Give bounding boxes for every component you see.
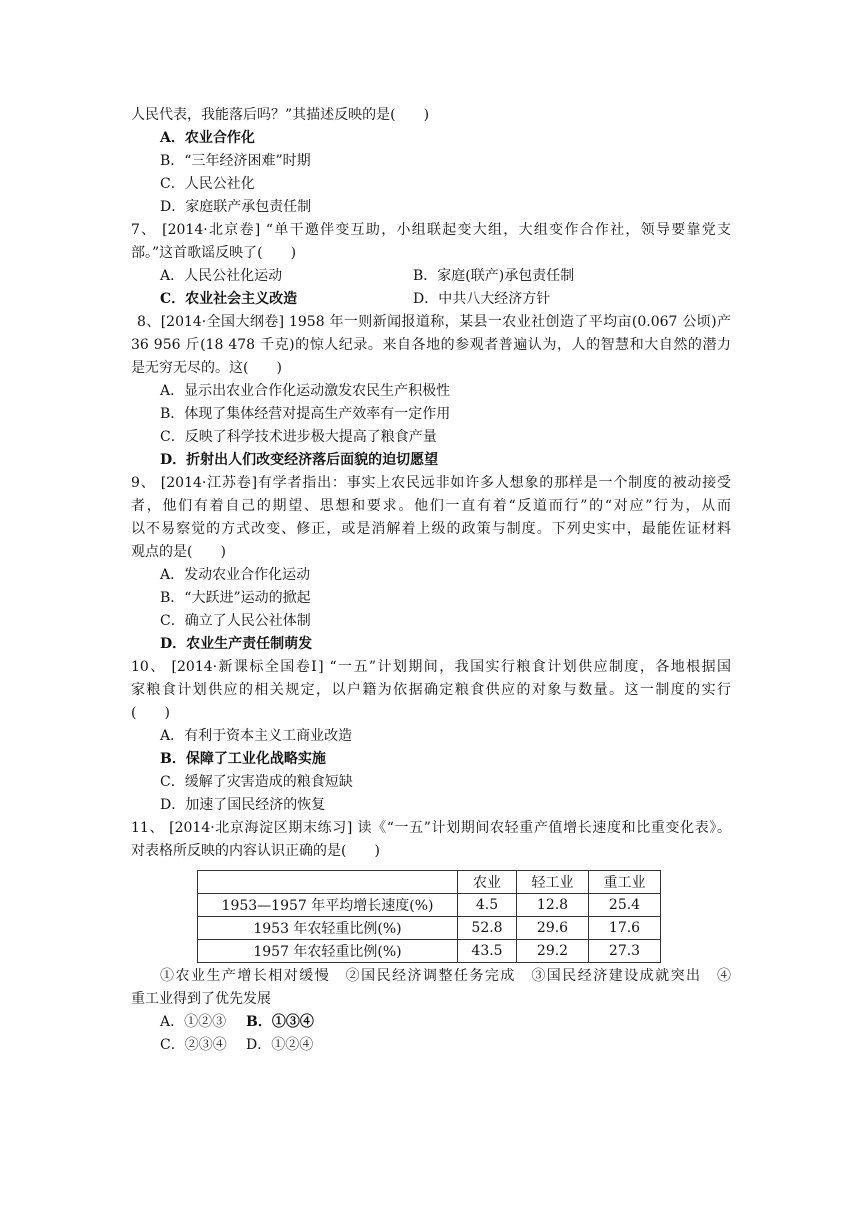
table-row [198,917,661,940]
q9-stem-line-3: 以不易察觉的方式改变、修正，或是消解着上级的政策与制度。下列史实中，最能佐证材料 [131,521,731,537]
q8-stem-line-3: 是无穷无尽的。这( ) [131,360,282,376]
q8-stem-line-1: 8、[2014·全国大纲卷] 1958 年一则新闻报道称，某县一农业社创造了平均亩(0.067 公顷)产 [137,314,731,330]
q9-option-b: B．“大跃进”运动的掀起 [160,590,311,606]
q6-option-c: C．人民公社化 [160,176,255,192]
q7-option-b: B．家庭(联产)承包责任制 [413,268,575,284]
table-header-cell [198,871,458,894]
q7-option-d: D．中共八大经济方针 [413,291,551,307]
q8-option-b: B．体现了集体经营对提高生产效率有一定作用 [160,406,451,422]
q11-data-table [197,870,661,963]
q11-option-c: C．②③④ [160,1037,227,1053]
q6-stem: 人民代表，我能落后吗？”其描述反映的是( ) [131,107,430,123]
q11-option-a: A．①②③ [160,1014,227,1030]
q9-option-a: A．发动农业合作化运动 [160,567,311,583]
q7-stem-line-2: 部。”这首歌谣反映了( ) [131,245,297,261]
q11-statements-line-2: 重工业得到了优先发展 [131,991,271,1007]
q7-stem-line-1: 7、 [2014·北京卷] “单干邀伴变互助，小组联起变大组，大组变作合作社，领导要靠党支 [131,222,731,238]
table-header-row [198,871,661,894]
table-cell: 43.5 [458,940,517,963]
table-header-cell: 轻工业 [517,871,589,894]
table-row [198,940,661,963]
table-row-label: 1953—1957 年平均增长速度(%) [198,894,458,917]
table-header-cell: 重工业 [589,871,661,894]
table-row-label: 1957 年农轻重比例(%) [198,940,458,963]
table-cell: 27.3 [589,940,661,963]
q10-option-b: B．保障了工业化战略实施 [160,751,326,767]
q8-option-d: D．折射出人们改变经济落后面貌的迫切愿望 [160,452,439,468]
q7-option-a: A．人民公社化运动 [160,268,283,284]
q10-stem-line-1: 10、 [2014·新课标全国卷Ⅰ] “一五”计划期间，我国实行粮食计划供应制度，各地根据国 [131,659,731,675]
q10-option-a: A．有利于资本主义工商业改造 [160,728,353,744]
q9-option-c: C．确立了人民公社体制 [160,613,311,629]
table-cell: 29.6 [517,917,589,940]
q9-stem-line-1: 9、 [2014·江苏卷]有学者指出：事实上农民远非如许多人想象的那样是一个制度的被动接受 [131,475,731,491]
q10-stem-line-3: ( ) [131,705,170,721]
table-cell: 52.8 [458,917,517,940]
q10-option-c: C．缓解了灾害造成的粮食短缺 [160,774,353,790]
q6-option-b: B．“三年经济困难”时期 [160,153,311,169]
table-cell: 29.2 [517,940,589,963]
q10-stem-line-2: 家粮食计划供应的相关规定，以户籍为依据确定粮食供应的对象与数量。这一制度的实行 [131,682,731,698]
table-header-cell: 农业 [458,871,517,894]
q11-statements-line-1: ①农业生产增长相对缓慢 ②国民经济调整任务完成 ③国民经济建设成就突出 ④ [160,968,731,984]
q7-option-c: C．农业社会主义改造 [160,291,298,307]
q10-option-d: D．加速了国民经济的恢复 [160,797,326,813]
q11-option-d: D．①②④ [246,1037,314,1053]
q8-option-c: C．反映了科学技术进步极大提高了粮食产量 [160,429,437,445]
q9-option-d: D．农业生产责任制萌发 [160,636,313,652]
q8-stem-line-2: 36 956 斤(18 478 千克)的惊人纪录。来自各地的参观者普遍认为，人的智慧和大自然的潜力 [131,337,731,353]
q9-stem-line-4: 观点的是( ) [131,544,226,560]
table-cell: 17.6 [589,917,661,940]
table-cell: 25.4 [589,894,661,917]
q11-option-b: B．①③④ [246,1014,314,1030]
table-row-label: 1953 年农轻重比例(%) [198,917,458,940]
q8-option-a: A．显示出农业合作化运动激发农民生产积极性 [160,383,451,399]
table-cell: 4.5 [458,894,517,917]
q11-stem-line-1: 11、 [2014·北京海淀区期末练习] 读《“一五”计划期间农轻重产值增长速度和比重变化表》。 [131,820,731,836]
table-cell: 12.8 [517,894,589,917]
q6-option-a: A．农业合作化 [160,130,255,146]
table-row [198,894,661,917]
q11-stem-line-2: 对表格所反映的内容认识正确的是( ) [131,843,380,859]
q9-stem-line-2: 者，他们有着自己的期望、思想和要求。他们一直有着“反道而行”的“对应”行为，从而 [131,498,731,514]
q6-option-d: D．家庭联产承包责任制 [160,199,312,215]
